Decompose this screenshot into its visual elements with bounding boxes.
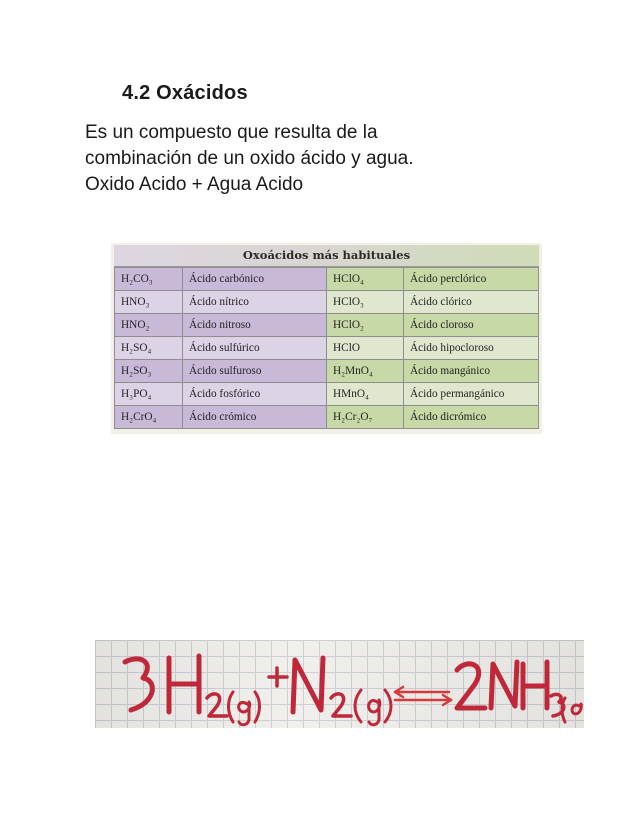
table-row xyxy=(115,268,539,291)
formula-cell: HMnO₄ xyxy=(327,383,404,406)
name-cell: Ácido nítrico xyxy=(183,291,327,314)
name-cell: Ácido dicrómico xyxy=(404,406,539,429)
table-row xyxy=(115,360,539,383)
name-cell: Ácido hipocloroso xyxy=(404,337,539,360)
formula-cell: HClO xyxy=(327,337,404,360)
formula-cell: HNO₂ xyxy=(115,314,183,337)
name-cell: Ácido clórico xyxy=(404,291,539,314)
formula-cell: HNO₃ xyxy=(115,291,183,314)
handwritten-equation-photo xyxy=(95,640,584,728)
formula-cell: H₃PO₄ xyxy=(115,383,183,406)
table-row xyxy=(115,383,539,406)
formula-cell: H₂MnO₄ xyxy=(327,360,404,383)
table-title: Oxoácidos más habituales xyxy=(114,245,539,267)
oxoacids-table-image xyxy=(111,243,542,434)
name-cell: Ácido cloroso xyxy=(404,314,539,337)
formula-cell: H₂CO₃ xyxy=(115,268,183,291)
formula-cell: HClO₂ xyxy=(327,314,404,337)
formula-cell: HClO₄ xyxy=(327,268,404,291)
formula-cell: HClO₃ xyxy=(327,291,404,314)
section-heading: 4.2 Oxácidos xyxy=(122,82,248,104)
section-paragraph xyxy=(85,120,565,198)
table-row xyxy=(115,406,539,429)
paragraph-line: Oxido Acido + Agua Acido xyxy=(85,174,304,195)
name-cell: Ácido crómico xyxy=(183,406,327,429)
formula-cell: H₂SO₃ xyxy=(115,360,183,383)
formula-cell: H₂Cr₂O₇ xyxy=(327,406,404,429)
table-row xyxy=(115,314,539,337)
table-row xyxy=(115,291,539,314)
name-cell: Ácido permangánico xyxy=(404,383,539,406)
paragraph-line: combinación de un oxido ácido y agua. xyxy=(85,148,414,169)
name-cell: Ácido sulfuroso xyxy=(183,360,327,383)
name-cell: Ácido sulfúrico xyxy=(183,337,327,360)
table-row xyxy=(115,337,539,360)
name-cell: Ácido mangánico xyxy=(404,360,539,383)
name-cell: Ácido perclórico xyxy=(404,268,539,291)
oxoacids-table xyxy=(114,267,539,429)
name-cell: Ácido carbónico xyxy=(183,268,327,291)
name-cell: Ácido nitroso xyxy=(183,314,327,337)
formula-cell: H₂CrO₄ xyxy=(115,406,183,429)
formula-cell: H₂SO₄ xyxy=(115,337,183,360)
name-cell: Ácido fosfórico xyxy=(183,383,327,406)
paragraph-line: Es un compuesto que resulta de la xyxy=(85,122,378,143)
handwritten-equation xyxy=(95,640,584,728)
